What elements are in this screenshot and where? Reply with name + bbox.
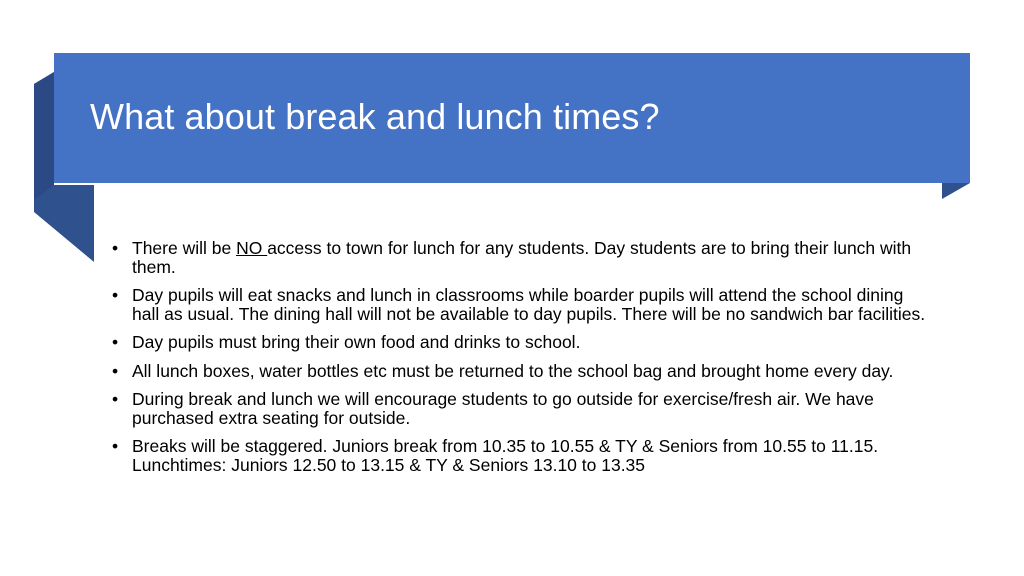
bullet-item — [112, 333, 932, 352]
bullet-text: There will be — [132, 238, 237, 258]
slide-title: What about break and lunch times? — [90, 96, 660, 137]
bullet-dot: • — [112, 238, 119, 258]
bullet-text: Day pupils will eat snacks and lunch in classrooms while boarder pupils will attend the school dining hall as usual. The dining hall will not be available to day pupils. There will be no sandwich bar facilities. — [132, 285, 926, 324]
bullet-text: Breaks will be staggered. Juniors break from 10.35 to 10.55 & TY & Seniors from 10.55 to 11.15. Lunchtimes: Juniors 12.50 to 13.15 & TY & Seniors 13.10 to 13.35 — [132, 436, 879, 475]
bullet-item — [112, 437, 932, 474]
ribbon-right-fold — [942, 183, 970, 199]
bullet-item — [112, 390, 932, 427]
bullet-dot: • — [112, 436, 119, 456]
bullet-text: access to town for lunch for any students. Day students are to bring their lunch with them. — [132, 238, 912, 277]
bullet-dot: • — [112, 389, 119, 409]
bullet-text: Day pupils must bring their own food and drinks to school. — [132, 332, 581, 352]
bullet-item — [112, 239, 932, 276]
bullet-text-underlined: NO — [236, 238, 268, 258]
bullet-dot: • — [112, 360, 119, 381]
bullet-text: During break and lunch we will encourage students to go outside for exercise/fresh air. We have purchased extra seating for outside. — [132, 389, 874, 428]
bullet-dot: • — [112, 285, 119, 305]
bullet-list — [112, 239, 932, 484]
bullet-item — [112, 286, 932, 323]
bullet-dot: • — [112, 332, 119, 352]
ribbon-left-fold-shade — [34, 72, 54, 200]
bullet-text: All lunch boxes, water bottles etc must be returned to the school bag and brought home every day. — [132, 360, 894, 381]
bullet-item — [112, 362, 932, 381]
